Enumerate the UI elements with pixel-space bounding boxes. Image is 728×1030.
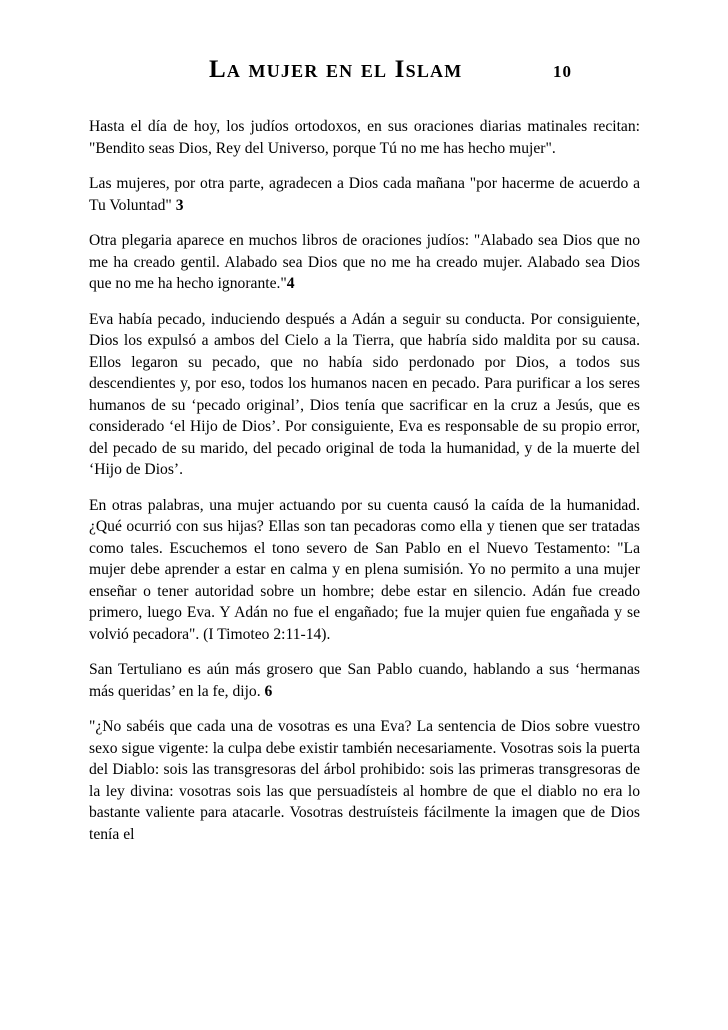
- paragraph-7: [89, 716, 640, 845]
- body-text: [89, 116, 640, 859]
- paragraph-5: [89, 495, 640, 646]
- header-title: La mujer en el Islam: [209, 56, 463, 83]
- paragraph-2: [89, 173, 640, 216]
- footnote-ref: 3: [175, 196, 184, 214]
- paragraph-text: Las mujeres, por otra parte, agradecen a Dios cada mañana "por hacerme de acuerdo a Tu Voluntad": [89, 175, 640, 214]
- paragraph-text: Hasta el día de hoy, los judíos ortodoxos, en sus oraciones diarias matinales recitan: "Bendito seas Dios, Rey del Universo, porque Tú no me has hecho mujer".: [89, 118, 640, 157]
- footnote-ref: 6: [264, 682, 273, 700]
- paragraph-text: San Tertuliano es aún más grosero que San Pablo cuando, hablando a sus ‘hermanas más queridas’ en la fe, dijo.: [89, 661, 640, 700]
- footnote-ref: 4: [286, 275, 295, 292]
- page-number: 10: [553, 62, 572, 81]
- paragraph-6: [89, 659, 640, 702]
- paragraph-text: En otras palabras, una mujer actuando por su cuenta causó la caída de la humanidad. ¿Qué ocurrió con sus hijas? Ellas son tan pecadoras como ella y tienen que ser tratadas como tales. Escuchemos el tono severo de San Pablo en el Nuevo Testamento: "La mujer debe aprender a estar en calma y en plena sumisión. Yo no permito a una mujer enseñar o tener autoridad sobre un hombre; debe estar en silencio. Adán fue creado primero, luego Eva. Y Adán no fue el engañado; fue la mujer quien fue engañada y se volvió pecadora". (I Timoteo 2:11-14).: [89, 496, 640, 643]
- page-header: [0, 56, 728, 92]
- paragraph-text: Otra plegaria aparece en muchos libros de oraciones judíos: "Alabado sea Dios que no me ha creado gentil. Alabado sea Dios que no me ha creado mujer. Alabado sea Dios que no me ha hecho ignorante.": [89, 232, 640, 292]
- paragraph-text: Eva había pecado, induciendo después a Adán a seguir su conducta. Por consiguiente, Dios los expulsó a ambos del Cielo a la Tierra, que habría sido maldita por su causa. Ellos legaron su pecado, que no había sido perdonado por Dios, a todos sus descendientes y, por eso, todos los humanos nacen en pecado. Para purificar a los seres humanos de su ‘pecado original’, Dios tenía que sacrificar en la cruz a Jesús, que es considerado ‘el Hijo de Dios’. Por consiguiente, Eva es responsable de su propio error, del pecado de su marido, del pecado original de toda la humanidad, y de la muerte del ‘Hijo de Dios’.: [89, 310, 640, 478]
- paragraph-1: [89, 116, 640, 159]
- paragraph-3: [89, 230, 640, 295]
- paragraph-text: "¿No sabéis que cada una de vosotras es una Eva? La sentencia de Dios sobre vuestro sexo sigue vigente: la culpa debe existir también necesariamente. Vosotras sois la puerta del Diablo: sois las transgresoras del árbol prohibido: sois las primeras transgresoras de la ley divina: vosotras sois las que persuadísteis al hombre de que el diablo no era lo bastante valiente para atacarle. Vosotras destruísteis fácilmente la imagen que de Dios tenía el: [89, 718, 640, 843]
- paragraph-4: [89, 309, 640, 481]
